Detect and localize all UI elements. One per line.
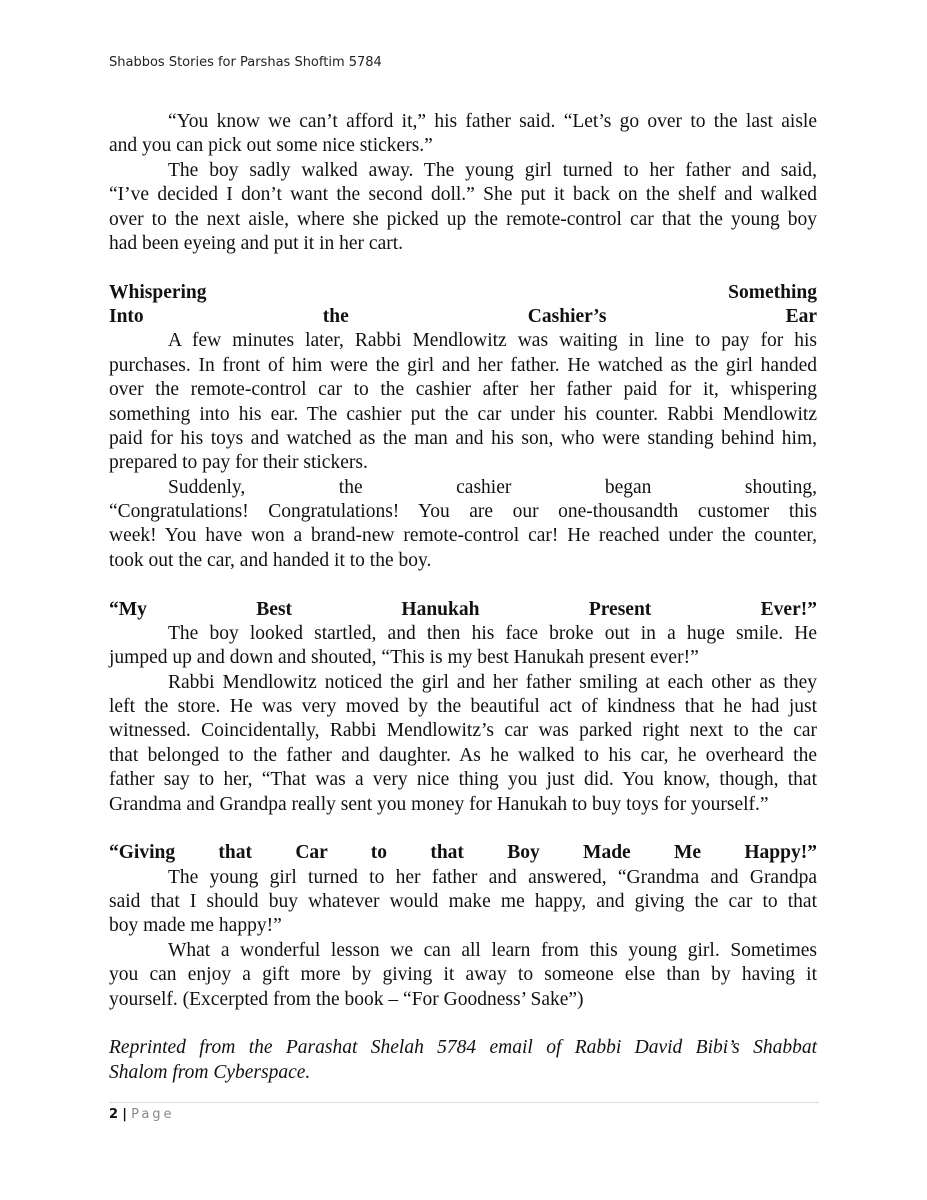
text-line: The boy looked startled, and then his face broke out in a huge smile. He	[168, 622, 817, 644]
text-line: “You know we can’t afford it,” his father said. “Let’s go over to the last aisle	[168, 111, 817, 132]
footer-divider	[109, 1102, 819, 1103]
heading-line: “Giving that Car to that Boy Made Me Happy!”	[109, 842, 817, 864]
paragraph	[109, 110, 817, 159]
blank-line	[109, 573, 817, 597]
text-line: Rabbi Mendlowitz noticed the girl and her father smiling at each other as they	[168, 671, 817, 693]
document-body	[109, 110, 817, 1085]
page-label: Page	[131, 1107, 175, 1122]
text-line: said that I should buy whatever would make me happy, and giving the car to that	[109, 891, 817, 912]
text-line: over to the next aisle, where she picked up the remote-control car that the young boy	[109, 208, 817, 230]
heading-line: Whispering Something	[109, 281, 817, 303]
heading-line: Into the Cashier’s Ear	[109, 306, 817, 327]
section-heading	[109, 841, 817, 865]
text-line: had been eyeing and put it in her cart.	[109, 232, 404, 254]
text-line: Shalom from Cyberspace.	[109, 1061, 311, 1083]
text-line: The boy sadly walked away. The young girl turned to her father and said,	[168, 159, 817, 181]
text-line: boy made me happy!”	[109, 915, 282, 937]
text-line: paid for his toys and watched as the man and his son, who were standing behind him,	[109, 427, 817, 449]
text-line: purchases. In front of him were the girl and her father. He watched as the girl handed	[109, 354, 817, 376]
paragraph	[109, 159, 817, 257]
text-line: Suddenly, the cashier began shouting,	[168, 476, 817, 498]
paragraph	[109, 622, 817, 671]
paragraph	[109, 329, 817, 475]
text-line: “I’ve decided I don’t want the second doll.” She put it back on the shelf and walked	[109, 184, 817, 206]
text-line: something into his ear. The cashier put the car under his counter. Rabbi Mendlowitz	[109, 403, 817, 425]
page-footer	[109, 1107, 175, 1122]
blank-line	[109, 817, 817, 841]
text-line: The young girl turned to her father and answered, “Grandma and Grandpa	[168, 866, 817, 888]
heading-line: “My Best Hanukah Present Ever!”	[109, 598, 817, 620]
text-line: father say to her, “That was a very nice thing you just did. You know, though, that	[109, 769, 817, 791]
text-line: A few minutes later, Rabbi Mendlowitz was waiting in line to pay for his	[168, 330, 817, 352]
text-line: you can enjoy a gift more by giving it away to someone else than by having it	[109, 964, 817, 986]
paragraph	[109, 476, 817, 574]
section-heading	[109, 281, 817, 330]
section-heading	[109, 598, 817, 622]
text-line: Grandma and Grandpa really sent you money for Hanukah to buy toys for yourself.”	[109, 793, 769, 815]
page-number: 2	[109, 1107, 119, 1122]
paragraph	[109, 866, 817, 939]
text-line: Reprinted from the Parashat Shelah 5784 email of Rabbi David Bibi’s Shabbat	[109, 1037, 817, 1059]
footer-separator: |	[122, 1107, 127, 1122]
text-line: prepared to pay for their stickers.	[109, 452, 368, 474]
text-line: took out the car, and handed it to the boy.	[109, 549, 432, 571]
text-line: left the store. He was very moved by the beautiful act of kindness that he had just	[109, 696, 817, 717]
text-line: and you can pick out some nice stickers.”	[109, 135, 433, 157]
blank-line	[109, 1012, 817, 1036]
text-line: week! You have won a brand-new remote-control car! He reached under the counter,	[109, 525, 817, 547]
text-line: yourself. (Excerpted from the book – “For Goodness’ Sake”)	[109, 988, 584, 1010]
text-line: witnessed. Coincidentally, Rabbi Mendlowitz’s car was parked right next to the car	[109, 720, 817, 742]
text-line: over the remote-control car to the cashier after her father paid for it, whispering	[109, 379, 817, 401]
paragraph	[109, 939, 817, 1012]
text-line: that belonged to the father and daughter. As he walked to his car, he overheard the	[109, 744, 817, 766]
paragraph	[109, 671, 817, 817]
text-line: What a wonderful lesson we can all learn from this young girl. Sometimes	[168, 939, 817, 961]
text-line: “Congratulations! Congratulations! You are our one-thousandth customer this	[109, 501, 817, 522]
blank-line	[109, 256, 817, 280]
running-header: Shabbos Stories for Parshas Shoftim 5784	[109, 55, 382, 70]
reprint-note	[109, 1036, 817, 1085]
text-line: jumped up and down and shouted, “This is my best Hanukah present ever!”	[109, 647, 699, 669]
